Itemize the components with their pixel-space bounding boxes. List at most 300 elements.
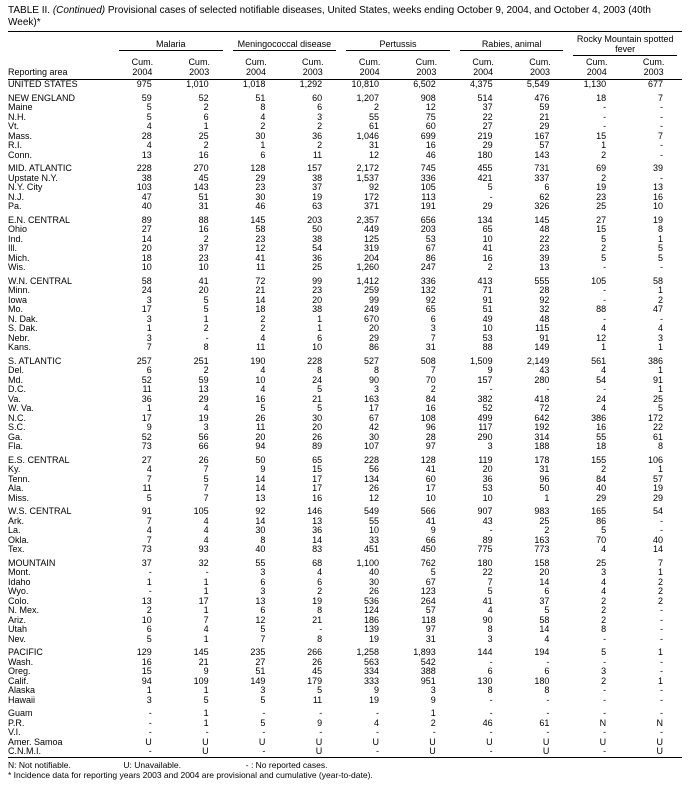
reporting-area-cell: Mass. — [8, 131, 33, 141]
reporting-area-cell: UNITED STATES — [8, 79, 78, 89]
value-cell: 55 — [255, 558, 266, 568]
value-cell: 1 — [203, 606, 209, 615]
table-row — [8, 658, 682, 668]
value-cell: 21 — [255, 286, 266, 295]
reporting-area-cell: Mont. — [8, 568, 31, 577]
value-cell: 3 — [260, 587, 266, 596]
value-cell: 22 — [482, 568, 493, 577]
value-cell: 8 — [487, 686, 493, 695]
reporting-area-cell: Wyo. — [8, 587, 29, 596]
col-head-meningococcal-cum-2004 — [228, 56, 285, 80]
value-cell: 29 — [255, 173, 266, 183]
value-cell: 2 — [657, 577, 663, 587]
value-cell: - — [262, 709, 266, 718]
value-cell: 536 — [363, 596, 379, 606]
reporting-area-cell: Pa. — [8, 202, 22, 211]
table-row — [8, 578, 682, 588]
reporting-area-cell: Ark. — [8, 516, 25, 526]
value-cell: 26 — [368, 587, 379, 596]
value-cell: 29 — [368, 333, 379, 343]
value-cell: 4 — [601, 366, 607, 375]
value-cell: 8 — [317, 366, 323, 375]
value-cell: 91 — [539, 333, 550, 343]
value-cell: U — [145, 737, 152, 747]
value-cell: U — [315, 737, 323, 747]
value-cell: U — [315, 747, 323, 756]
value-cell: 30 — [255, 131, 266, 141]
value-cell: 762 — [420, 558, 436, 568]
value-cell: 115 — [535, 324, 550, 333]
value-cell: 72 — [255, 276, 266, 286]
value-cell: 130 — [477, 676, 493, 686]
value-cell: 6 — [260, 577, 266, 587]
value-cell: 4 — [601, 577, 607, 587]
value-cell: 92 — [539, 295, 550, 305]
table-row — [8, 277, 682, 287]
value-cell: 25 — [652, 394, 663, 404]
value-cell: - — [489, 695, 493, 705]
value-cell: 4 — [146, 122, 152, 131]
value-cell: 7 — [487, 577, 493, 587]
reporting-area-cell: N.Y. City — [8, 183, 43, 192]
reporting-area-cell: Fla. — [8, 442, 24, 451]
value-cell: U — [656, 747, 663, 756]
table-row — [8, 747, 682, 757]
year-label: 2003 — [643, 66, 664, 77]
value-cell: 17 — [141, 413, 152, 423]
value-cell: 134 — [477, 215, 493, 225]
value-cell: 1 — [657, 648, 663, 657]
value-cell: 6 — [260, 606, 266, 615]
value-cell: 15 — [141, 667, 152, 676]
value-cell: 97 — [425, 442, 436, 451]
value-cell: 31 — [539, 465, 550, 474]
value-cell: 31 — [198, 202, 209, 211]
value-cell: 1,046 — [356, 131, 379, 141]
year-label: 2004 — [132, 66, 153, 77]
value-cell: 7 — [146, 516, 152, 526]
value-cell: 5 — [203, 295, 209, 305]
value-cell: - — [546, 657, 550, 667]
value-cell: 55 — [368, 516, 379, 526]
value-cell: 16 — [482, 253, 493, 263]
value-cell: 7 — [260, 634, 266, 644]
value-cell: 5 — [203, 305, 209, 314]
value-cell: 10 — [482, 234, 493, 244]
value-cell: 23 — [198, 253, 209, 263]
value-cell: 2 — [260, 324, 266, 333]
value-cell: 75 — [425, 112, 436, 122]
value-cell: 2 — [260, 314, 266, 324]
value-cell: 5 — [317, 404, 323, 413]
value-cell: 179 — [307, 676, 323, 686]
value-cell: 5 — [260, 718, 266, 728]
value-cell: 10 — [482, 324, 493, 333]
value-cell: 9 — [260, 465, 266, 474]
value-cell: 542 — [420, 657, 436, 667]
value-cell: 5 — [601, 648, 607, 657]
value-cell: 413 — [477, 276, 493, 286]
value-cell: 46 — [482, 718, 493, 728]
value-cell: - — [660, 686, 663, 695]
year-label: 2003 — [302, 66, 323, 77]
reporting-area-cell: W.S. CENTRAL — [8, 507, 72, 516]
value-cell: 1,100 — [356, 558, 379, 568]
value-cell: - — [660, 516, 663, 526]
value-cell: 23 — [255, 183, 266, 192]
value-cell: 26 — [198, 455, 209, 465]
col-head-malaria-cum-2003 — [171, 56, 228, 80]
value-cell: 89 — [141, 215, 152, 225]
value-cell: 8 — [203, 343, 209, 352]
value-cell: 1 — [317, 314, 323, 324]
value-cell: 1 — [203, 634, 209, 644]
value-cell: 70 — [596, 535, 607, 545]
value-cell: - — [205, 728, 209, 737]
value-cell: 143 — [534, 150, 550, 160]
value-cell: 94 — [141, 676, 152, 686]
value-cell: 549 — [363, 507, 379, 516]
value-cell: - — [660, 667, 663, 676]
value-cell: 65 — [425, 305, 436, 314]
table-row — [8, 494, 682, 504]
value-cell: 31 — [425, 634, 436, 644]
value-cell: 333 — [363, 676, 379, 686]
value-cell: 9 — [487, 366, 493, 375]
value-cell: 20 — [539, 568, 550, 577]
value-cell: 106 — [647, 455, 663, 465]
value-cell: 642 — [534, 413, 550, 423]
reporting-area-cell: Wis. — [8, 263, 26, 272]
value-cell: - — [489, 747, 493, 756]
value-cell: 38 — [312, 234, 323, 244]
value-cell: 36 — [482, 474, 493, 484]
value-cell: 84 — [596, 474, 607, 484]
value-cell: 6 — [544, 183, 550, 192]
value-cell: 56 — [368, 465, 379, 474]
reporting-area-cell: Ill. — [8, 244, 17, 253]
value-cell: 14 — [255, 484, 266, 493]
value-cell: 59 — [198, 375, 209, 385]
table-row — [8, 625, 682, 635]
value-cell: 228 — [136, 164, 152, 173]
value-cell: 4,375 — [470, 79, 493, 89]
value-cell: 39 — [539, 253, 550, 263]
value-cell: 83 — [312, 545, 323, 554]
table-title — [8, 5, 682, 28]
year-label: 2004 — [245, 66, 266, 77]
value-cell: 60 — [425, 122, 436, 131]
cum-label: Cum. — [131, 57, 154, 67]
table-title-text: Provisional cases of selected notifiable diseases, United States, weeks ending October 9, 2004, and October 4, 2003 (40th Week)* — [8, 5, 651, 28]
value-cell: 2 — [260, 122, 266, 131]
value-cell: 11 — [142, 484, 152, 493]
value-cell: 32 — [539, 305, 550, 314]
col-head-pertussis-cum-2004 — [341, 56, 398, 80]
table-row — [8, 587, 682, 597]
value-cell: 26 — [255, 413, 266, 423]
value-cell: 14 — [255, 295, 266, 305]
value-cell: 163 — [534, 535, 550, 545]
value-cell: 1 — [601, 141, 607, 150]
value-cell: 29 — [482, 202, 493, 211]
value-cell: 249 — [363, 305, 379, 314]
value-cell: - — [375, 747, 379, 756]
value-cell: 72 — [539, 404, 550, 413]
value-cell: - — [603, 686, 607, 695]
value-cell: 57 — [425, 606, 436, 615]
value-cell: 1 — [657, 568, 663, 577]
value-cell: 12 — [425, 103, 436, 112]
value-cell: 6 — [203, 112, 209, 122]
value-cell: 20 — [198, 286, 209, 295]
col-head-rabies-cum-2003 — [512, 56, 569, 80]
value-cell: 9 — [430, 695, 436, 705]
table-row — [8, 263, 682, 273]
value-cell: 194 — [534, 648, 550, 657]
value-cell: 11 — [256, 263, 266, 272]
value-cell: 1,260 — [356, 263, 379, 272]
value-cell: 4 — [601, 324, 607, 333]
value-cell: U — [372, 737, 379, 747]
value-cell: U — [542, 747, 550, 756]
value-cell: 2 — [601, 676, 607, 686]
value-cell: 251 — [193, 356, 209, 366]
footnotes — [8, 760, 682, 780]
value-cell: 20 — [482, 465, 493, 474]
value-cell: - — [603, 286, 607, 295]
value-cell: 5 — [601, 253, 607, 263]
value-cell: 29 — [596, 493, 607, 503]
value-cell: 43 — [539, 366, 550, 375]
value-cell: 499 — [477, 413, 493, 423]
value-cell: - — [660, 141, 663, 150]
value-cell: - — [489, 526, 493, 535]
reporting-area-cell: Wash. — [8, 657, 34, 667]
value-cell: 514 — [477, 93, 493, 103]
table-row — [8, 568, 682, 578]
value-cell: 54 — [596, 375, 607, 385]
value-cell: 143 — [193, 183, 209, 192]
value-cell: 67 — [425, 244, 436, 253]
value-cell: 5 — [487, 183, 493, 192]
table-row — [8, 315, 682, 325]
value-cell: 418 — [534, 394, 550, 404]
value-cell: 17 — [425, 484, 436, 493]
value-cell: 54 — [652, 507, 663, 516]
value-cell: 8 — [317, 606, 323, 615]
reporting-area-cell: Nev. — [8, 634, 26, 644]
value-cell: 1,258 — [356, 648, 379, 657]
reporting-area-cell: PACIFIC — [8, 648, 43, 657]
value-cell: 1 — [203, 709, 209, 718]
value-cell: 28 — [141, 131, 152, 141]
value-cell: 6 — [430, 314, 436, 324]
value-cell: 144 — [477, 648, 493, 657]
cum-label: Cum. — [188, 57, 210, 67]
cum-label: Cum. — [642, 57, 665, 67]
value-cell: 172 — [363, 192, 379, 202]
value-cell: 3 — [487, 442, 493, 451]
value-cell: 259 — [363, 286, 379, 295]
value-cell: 17 — [312, 484, 323, 493]
value-cell: 10 — [141, 615, 152, 625]
value-cell: - — [546, 728, 550, 737]
value-cell: 92 — [425, 295, 436, 305]
reporting-area-cell: Ala. — [8, 484, 24, 493]
table-row — [8, 728, 682, 738]
value-cell: 4 — [317, 568, 323, 577]
value-cell: 26 — [368, 484, 379, 493]
col-head-rmsf-cum-2003 — [625, 56, 682, 80]
value-cell: 14 — [539, 625, 550, 634]
value-cell: 555 — [534, 276, 550, 286]
footnote-no-reported-cases: - : No reported cases. — [245, 759, 328, 770]
reporting-area-cell: Utah — [8, 625, 28, 634]
value-cell: 20 — [368, 324, 379, 333]
value-cell: 4 — [373, 718, 379, 728]
value-cell: - — [489, 657, 493, 667]
value-cell: 527 — [363, 356, 379, 366]
value-cell: 16 — [141, 657, 152, 667]
value-cell: 118 — [421, 615, 436, 625]
value-cell: 27 — [255, 657, 266, 667]
value-cell: 14 — [255, 474, 266, 484]
notifiable-diseases-table — [8, 31, 682, 758]
value-cell: 6 — [544, 587, 550, 596]
reporting-area-cell: Ariz. — [8, 615, 26, 625]
value-cell: 10 — [141, 263, 152, 272]
value-cell: 58 — [141, 276, 152, 286]
value-cell: 2 — [601, 596, 607, 606]
value-cell: 5 — [657, 404, 663, 413]
value-cell: 51 — [255, 667, 266, 676]
value-cell: 165 — [591, 507, 607, 516]
value-cell: 15 — [596, 131, 607, 141]
value-cell: 219 — [477, 131, 493, 141]
reporting-area-cell: Amer. Samoa — [8, 737, 63, 747]
value-cell: - — [205, 333, 209, 343]
table-row — [8, 94, 682, 104]
value-cell: U — [429, 737, 436, 747]
value-cell: 1 — [657, 286, 663, 295]
value-cell: 190 — [250, 356, 266, 366]
reporting-area-cell: Ga. — [8, 432, 23, 442]
value-cell: - — [148, 728, 152, 737]
table-row — [8, 334, 682, 344]
value-cell: 180 — [534, 676, 550, 686]
value-cell: - — [660, 709, 663, 718]
value-cell: 27 — [482, 122, 493, 131]
cum-label: Cum. — [302, 57, 324, 67]
value-cell: 2 — [657, 596, 663, 606]
value-cell: 3 — [601, 667, 607, 676]
value-cell: 5,549 — [526, 79, 550, 89]
group-header-row — [8, 32, 682, 57]
value-cell: 5 — [260, 404, 266, 413]
value-cell: 319 — [363, 244, 379, 253]
table-header — [8, 32, 682, 80]
value-cell: 54 — [312, 244, 323, 253]
reporting-area-cell: Minn. — [8, 286, 31, 295]
value-cell: 40 — [652, 535, 663, 545]
value-cell: 23 — [596, 192, 607, 202]
table-row — [8, 545, 682, 555]
value-cell: 192 — [534, 423, 550, 432]
value-cell: 508 — [420, 356, 436, 366]
group-label: Malaria — [119, 39, 223, 52]
value-cell: 16 — [596, 423, 607, 432]
value-cell: - — [262, 728, 266, 737]
value-cell: 1 — [203, 686, 209, 695]
table-row — [8, 442, 682, 452]
value-cell: 119 — [478, 455, 493, 465]
value-cell: - — [319, 709, 323, 718]
value-cell: 29 — [652, 493, 663, 503]
reporting-area-cell: Mich. — [8, 253, 30, 263]
table-row — [8, 526, 682, 536]
group-label: Meningococcal disease — [233, 39, 337, 52]
group-head-rocky-mountain-spotted-fever — [568, 32, 682, 57]
value-cell: 9 — [373, 686, 379, 695]
value-cell: 51 — [482, 305, 493, 314]
value-cell: 105 — [591, 276, 607, 286]
value-cell: 38 — [312, 305, 323, 314]
table-row — [8, 235, 682, 245]
value-cell: 247 — [420, 263, 436, 272]
value-cell: 334 — [363, 667, 379, 676]
value-cell: 59 — [141, 93, 152, 103]
reporting-area-cell: Del. — [8, 366, 25, 375]
value-cell: 2 — [601, 606, 607, 615]
value-cell: 125 — [363, 234, 379, 244]
reporting-area-header: Reporting area — [8, 32, 114, 80]
value-cell: 14 — [141, 234, 152, 244]
reporting-area-cell: Vt. — [8, 122, 20, 131]
value-cell: 3 — [373, 385, 379, 394]
value-cell: 1,509 — [470, 356, 493, 366]
value-cell: 1 — [430, 709, 436, 718]
value-cell: 21 — [312, 615, 323, 625]
value-cell: 3 — [487, 634, 493, 644]
table-row — [8, 597, 682, 607]
value-cell: 67 — [425, 577, 436, 587]
value-cell: 36 — [312, 131, 323, 141]
value-cell: 1 — [203, 587, 209, 596]
value-cell: 73 — [141, 442, 152, 451]
value-cell: 13 — [141, 150, 152, 160]
value-cell: - — [603, 385, 607, 394]
value-cell: 1 — [544, 493, 550, 503]
col-head-malaria-cum-2004 — [114, 56, 171, 80]
value-cell: 91 — [482, 295, 493, 305]
value-cell: 30 — [368, 577, 379, 587]
value-cell: 145 — [250, 215, 266, 225]
value-cell: 6 — [146, 366, 152, 375]
value-cell: 7 — [146, 535, 152, 545]
value-cell: 48 — [539, 225, 550, 234]
value-cell: - — [489, 709, 493, 718]
value-cell: 20 — [141, 244, 152, 253]
value-cell: 1,018 — [242, 79, 266, 89]
value-cell: 163 — [363, 394, 379, 404]
value-cell: 25 — [198, 131, 209, 141]
reporting-area-cell: Idaho — [8, 577, 31, 587]
value-cell: - — [603, 295, 607, 305]
reporting-area-cell: Okla. — [8, 535, 30, 545]
value-cell: 5 — [487, 587, 493, 596]
value-cell: 27 — [141, 225, 152, 234]
